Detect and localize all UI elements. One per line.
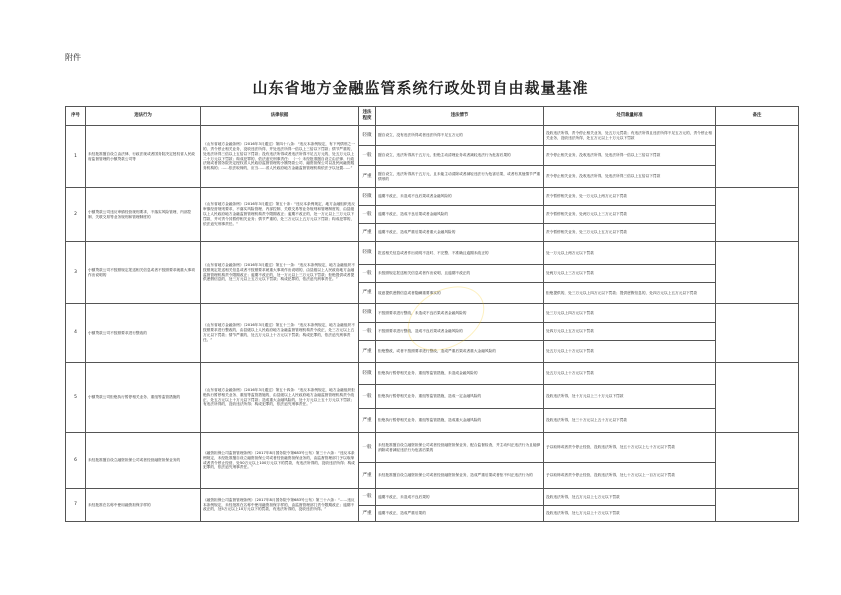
degree-cell: 严重: [359, 409, 376, 433]
row-number: 1: [66, 126, 86, 188]
penalty-cell: 处三万元以上四万元以下罚款: [544, 304, 716, 323]
circumstances-cell: 故意提供虚假信息或者隐瞒重要事实的: [376, 283, 544, 304]
violation-cell: 小额贷款公司拒绝执行暂停相关业务、重组等监管措施的: [86, 363, 201, 433]
degree-cell: 严重: [359, 463, 376, 489]
legal-basis-cell: 《山东省地方金融条例》（2016年3月通过）第五十条：“违反本条例规定，地方金融组织违反审慎经营规则要求，不落实风险管理、内部控制、关联交易等业务规则和管理制度的，由县级以上人民政府地方金融监督管理机构责令限期改正；逾期不改正的，处一万元以上三万元以下罚款，并可责令其暂停相关业务；情节严重的，处三万元以上五万元以下罚款；构成犯罪的，依法追究刑事责任。”: [201, 188, 359, 242]
penalty-cell: 处两万元以上三万元以下罚款: [544, 265, 716, 283]
legal-basis-cell: 《山东省地方金融条例》（2016年3月通过）第五十四条：“违反本条例规定，地方金融组织拒绝执行暂停相关业务、重组等监管措施的，由县级以上人民政府地方金融监督管理机构责令改正，处五万元以上十万元以下罚款；造成重大金融风险的，处十万元以上五十万元以下罚款；有违法所得的，没收违法所得；构成犯罪的，依法追究刑事责任。”: [201, 363, 359, 433]
degree-cell: 轻微: [359, 304, 376, 323]
penalty-cell: 没收违法所得，责令停止相关业务，处五万元罚款；有违法所得且违法所得不足五万元的，责令停止相关业务，没收违法所得，处五万元以上十万元以下罚款: [544, 126, 716, 146]
degree-cell: 严重: [359, 166, 376, 188]
row-number: 3: [66, 242, 86, 304]
penalty-cell: 责令停止相关业务，没收违法所得，处违法所得一倍以上三倍以下罚款: [544, 146, 716, 166]
circumstances-cell: 逾期不改正，造成不良后果或者金融风险的: [376, 206, 544, 224]
table-row: [66, 363, 799, 385]
degree-cell: 一般: [359, 206, 376, 224]
penalty-cell: 处五万元以上十万元以下罚款: [544, 341, 716, 363]
degree-cell: 轻微: [359, 242, 376, 265]
circumstances-cell: 拒绝整改，或者不按照要求进行整改，造成严重后果或者重大金融风险的: [376, 341, 544, 363]
penalty-cell: 没收违法所得，处三十万元以上五十万元以下罚款: [544, 409, 716, 433]
penalty-cell: 予以取缔或者责令停止经营，没收违法所得，处五十万元以上七十万元以下罚款: [544, 433, 716, 463]
header-no: 序号: [66, 107, 86, 126]
legal-basis-cell: 《山东省地方金融条例》（2016年3月通过）第四十八条：“违反本条例规定，有下列情形之一的，责令停止相关业务，没收违法所得，并处违法所得一倍以上三倍以下罚款；情节严重的，处违法所得三倍以上五倍以下罚款；没有违法所得或者违法所得不足五万元的，处五万元以上二十万元以下罚款；构成犯罪的，依法追究刑事责任：（一）未经批准擅自设立由法律、行政法规或者国务院决定授权省人民政府监督管理的小额贷款公司、融资担保公司以及民间融资服务机构的；……依法取缔的，应当……省人民政府地方金融监督管理机构依法予以处置……”: [201, 126, 359, 188]
degree-cell: 严重: [359, 224, 376, 242]
header-legal-basis: 法律依据: [201, 107, 359, 126]
penalty-cell: 处一万元以上两万元以下罚款: [544, 242, 716, 265]
legal-basis-cell: 《山东省地方金融条例》（2016年3月通过）第五十三条：“违反本条例规定，地方金融组织不按照要求进行整改的，由县级以上人民政府地方金融监督管理机构责令改正，处三万元以上五万元以下罚款；情节严重的，处五万元以上十万元以下罚款；构成犯罪的，依法追究刑事责任。”: [201, 304, 359, 363]
violation-cell: 未经批准在名称中使用融资担保字样的: [86, 489, 201, 522]
penalty-cell: 处五万元以上十万元以下罚款: [544, 363, 716, 385]
penalty-cell: 予以取缔或者责令停止经营，没收违法所得，处七十万元以上一百万元以下罚款: [544, 463, 716, 489]
penalty-cell: 没收违法所得，处七万元以上十万元以下罚款: [544, 506, 716, 522]
violation-cell: 未经批准擅自设立融资担保公司或者经营融资担保业务的: [86, 433, 201, 489]
penalty-standard-table: [65, 106, 799, 522]
degree-cell: 一般: [359, 265, 376, 283]
table-body: [66, 126, 799, 522]
degree-cell: 一般: [359, 385, 376, 409]
circumstances-cell: 未经批准擅自设立融资担保公司或者经营融资担保业务，配合监督检查，并主动纠正违法行为且能够消除或者减轻违法行为危害后果的: [376, 433, 544, 463]
row-number: 6: [66, 433, 86, 489]
degree-cell: 一般: [359, 323, 376, 341]
penalty-cell: 责令暂停相关业务，处一万元以上两万元以下罚款: [544, 188, 716, 206]
table-row: [66, 433, 799, 463]
violation-cell: 小额贷款公司不按照要求进行整改的: [86, 304, 201, 363]
table-row: [66, 304, 799, 323]
header-penalty-standard: 处罚裁量标准: [544, 107, 716, 126]
circumstances-cell: 未按照规定报送相关信息或者作出说明，且逾期不改正的: [376, 265, 544, 283]
circumstances-cell: 拒绝执行暂停相关业务、重组等监管措施，未造成金融风险的: [376, 363, 544, 385]
header-degree: 违法程度: [359, 107, 376, 126]
header-circumstances: 违法情节: [376, 107, 544, 126]
degree-cell: 轻微: [359, 188, 376, 206]
remarks-cell: [716, 433, 799, 489]
row-number: 4: [66, 304, 86, 363]
table-row: [66, 126, 799, 146]
remarks-cell: [716, 188, 799, 242]
violation-cell: 小额贷款公司违反审慎经营规则要求，不落实风险管理、内部控制、关联交易等业务规则和管理制度的: [86, 188, 201, 242]
remarks-cell: [716, 363, 799, 433]
degree-cell: 轻微: [359, 363, 376, 385]
attachment-label: 附件: [65, 53, 81, 62]
circumstances-cell: 拒绝执行暂停相关业务、重组等监管措施，造成重大金融风险的: [376, 409, 544, 433]
penalty-cell: 没收违法所得，处五万元以上七万元以下罚款: [544, 489, 716, 506]
degree-cell: 严重: [359, 341, 376, 363]
circumstances-cell: 未经批准擅自设立融资担保公司或者经营融资担保业务，造成严重后果或者拒不纠正违法行为的: [376, 463, 544, 489]
table-row: [66, 188, 799, 206]
legal-basis-cell: 《融资担保公司监督管理条例》（2017年8月国务院令第683号公布）第三十六条：“……违反本条例规定，未经批准在名称中使用融资担保字样的，由监督管理部门责令限期改正；逾期不改正的，处5万元以上10万元以下的罚款，有违法所得的，没收违法所得。”: [201, 489, 359, 522]
circumstances-cell: 拒绝执行暂停相关业务、重组等监管措施，造成一定金融风险的: [376, 385, 544, 409]
legal-basis-cell: 《山东省地方金融条例》（2016年3月通过）第五十一条：“违反本条例规定，地方金融组织不按照规定报送相关信息或者不按照要求就重大事项作出说明的，由县级以上人民政府地方金融监督管理机构责令限期改正；逾期不改正的，处一万元以上三万元以下罚款；拒绝提供或者提供虚假信息的，处三万元以上五万元以下罚款；构成犯罪的，依法追究刑事责任。”: [201, 242, 359, 304]
row-number: 5: [66, 363, 86, 433]
penalty-cell: 没收违法所得，处十万元以上三十万元以下罚款: [544, 385, 716, 409]
penalty-cell: 责令暂停相关业务，处三万元以上五万元以下罚款: [544, 224, 716, 242]
penalty-cell: 拒绝提供的，处三万元以上四万元以下罚款；提供虚假信息的，处四万元以上五万元以下罚款: [544, 283, 716, 304]
circumstances-cell: 不按照要求进行整改，造成不良后果或者金融风险的: [376, 323, 544, 341]
document-title: 山东省地方金融监管系统行政处罚自由裁量基准: [252, 79, 589, 97]
table-row: [66, 489, 799, 506]
violation-cell: 未经批准擅自设立由法律、行政法规或者国务院决定授权省人民政府监督管理的小额贷款公司等: [86, 126, 201, 188]
degree-cell: 严重: [359, 283, 376, 304]
degree-cell: 轻微: [359, 126, 376, 146]
remarks-cell: [716, 126, 799, 188]
circumstances-cell: 擅自设立，没有违法所得或者违法所得不足五万元的: [376, 126, 544, 146]
penalty-cell: 责令暂停相关业务，处两万元以上三万元以下罚款: [544, 206, 716, 224]
circumstances-cell: 擅自设立，违法所得高于五万元，拒绝主动清理业务或者减轻违法行为危害后果的: [376, 146, 544, 166]
header-violation: 违法行为: [86, 107, 201, 126]
row-number: 2: [66, 188, 86, 242]
penalty-cell: 责令停止相关业务，没收违法所得，处违法所得三倍以上五倍以下罚款: [544, 166, 716, 188]
table-header-row: [66, 107, 799, 126]
degree-cell: 严重: [359, 506, 376, 522]
remarks-cell: [716, 242, 799, 304]
circumstances-cell: 报送相关信息或者作出说明不及时、不完整、不准确且逾期未改正的: [376, 242, 544, 265]
row-number: 7: [66, 489, 86, 522]
header-remarks: 备注: [716, 107, 799, 126]
circumstances-cell: 逾期不改正，未造成不良后果或者金融风险的: [376, 188, 544, 206]
degree-cell: 一般: [359, 146, 376, 166]
degree-cell: 一般: [359, 433, 376, 463]
legal-basis-cell: 《融资担保公司监督管理条例》（2017年8月国务院令第683号公布）第三十六条：“违反本条例规定，未经批准擅自设立融资担保公司或者经营融资担保业务的，由监督管理部门予以取缔或者责令停止经营，处50万元以上100万元以下的罚款，有违法所得的，没收违法所得；构成犯罪的，依法追究刑事责任。”: [201, 433, 359, 489]
circumstances-cell: 逾期不改正，造成严重后果或者重大金融风险的: [376, 224, 544, 242]
remarks-cell: [716, 489, 799, 522]
table-row: [66, 242, 799, 265]
circumstances-cell: 擅自设立，违法所得高于五万元，且未能主动清除或者减轻违法行为危害后果，或者有其他情节严重情形的: [376, 166, 544, 188]
degree-cell: 一般: [359, 489, 376, 506]
circumstances-cell: 逾期不改正，造成严重后果的: [376, 506, 544, 522]
circumstances-cell: 逾期不改正，未造成不良后果的: [376, 489, 544, 506]
violation-cell: 小额贷款公司不按照规定报送相关信息或者不按照要求就重大事项作出说明的: [86, 242, 201, 304]
penalty-cell: 处四万元以上五万元以下罚款: [544, 323, 716, 341]
circumstances-cell: 不按照要求进行整改，未造成不良后果或者金融风险的: [376, 304, 544, 323]
remarks-cell: [716, 304, 799, 363]
